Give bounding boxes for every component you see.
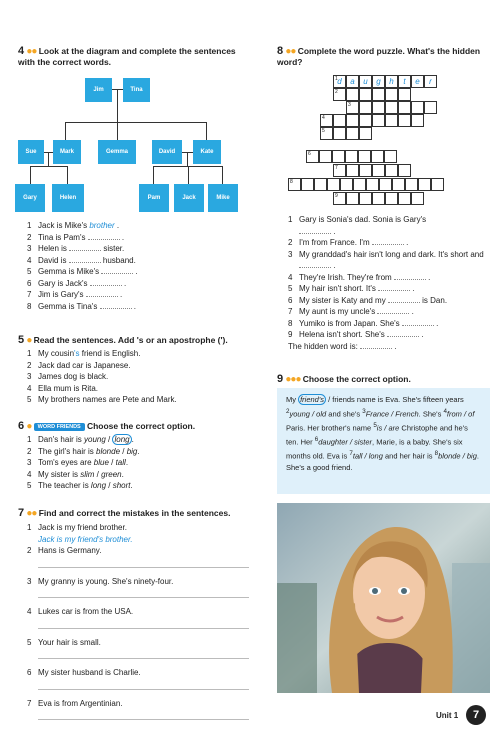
- puzzle-cell[interactable]: [301, 178, 314, 191]
- puzzle-cell[interactable]: [398, 101, 411, 114]
- answer-blank[interactable]: [299, 227, 331, 234]
- puzzle-cell[interactable]: [359, 114, 372, 127]
- list-item: 3 James dog is black.: [27, 372, 109, 381]
- reading-text-panel: My friend's / friends name is Eva. She's fifteen years $^2$young / old and she's $^3$France / French. She's $^4$from / of Paris. Her brother's name $^5$is / are Christophe and he's ten. Her $^6$daughter / sister, Marie, is a baby. She's six months old. Eva is $^7$tall / long and her hair is $^8$blonde / big. She's a good friend.: [277, 388, 490, 494]
- puzzle-cell[interactable]: [358, 150, 371, 163]
- difficulty-dots: ●: [26, 421, 32, 432]
- list-item: 4 Lukes car is from the USA.: [27, 607, 134, 616]
- puzzle-cell[interactable]: [359, 101, 372, 114]
- option-pair[interactable]: from / of: [446, 409, 475, 418]
- puzzle-cell[interactable]: 6: [306, 150, 319, 163]
- option[interactable]: slim: [80, 469, 95, 479]
- list-item: 1 Gary is Sonia's dad. Sonia is Gary's: [288, 215, 427, 224]
- exercise-number: 9: [277, 373, 284, 385]
- puzzle-cell[interactable]: [385, 114, 398, 127]
- list-item: 5 My hair isn't short. It's .: [288, 284, 415, 293]
- girl-photo-illustration: [277, 503, 490, 693]
- answer-blank[interactable]: [90, 279, 122, 286]
- word-friends-badge: WORD FRIENDS: [34, 423, 85, 431]
- exercise-number: 5: [18, 334, 25, 346]
- answer-blank[interactable]: [69, 244, 101, 251]
- puzzle-cell[interactable]: [332, 150, 345, 163]
- list-item: 3 My granddad's hair isn't long and dark. It's short and .: [288, 249, 484, 270]
- puzzle-cell[interactable]: [431, 178, 444, 191]
- list-item: 6 Gary is Jack's .: [27, 278, 127, 288]
- answer-blank[interactable]: [372, 238, 404, 245]
- answer-line[interactable]: [38, 689, 249, 690]
- puzzle-cell[interactable]: [340, 178, 353, 191]
- puzzle-cell[interactable]: h: [385, 75, 398, 88]
- tree-box-jim: Jim: [85, 78, 112, 102]
- tree-box-helen: Helen: [52, 184, 84, 212]
- option-pair[interactable]: blonde / big: [438, 451, 477, 460]
- puzzle-cell[interactable]: [385, 88, 398, 101]
- answer-example: Jack is my friend's brother.: [38, 534, 133, 544]
- option[interactable]: blue: [93, 458, 109, 467]
- list-item: 2 Hans is Germany.: [27, 546, 102, 555]
- answer-blank[interactable]: [86, 290, 118, 297]
- exercise-number: 8: [277, 45, 284, 57]
- answer-blank[interactable]: [394, 273, 426, 280]
- puzzle-cell[interactable]: [346, 127, 359, 140]
- hidden-word-line: The hidden word is: .: [288, 341, 397, 351]
- list-item: 2 Tina is Pam's .: [27, 232, 125, 242]
- exercise-title: Find and correct the mistakes in the sentences.: [38, 508, 231, 518]
- tree-box-mike: Mike: [208, 184, 238, 212]
- tree-box-sue: Sue: [18, 140, 44, 164]
- answer-blank[interactable]: [101, 267, 133, 274]
- girl-photo: [277, 503, 490, 693]
- answer-example: brother: [89, 221, 115, 230]
- option[interactable]: green: [101, 469, 122, 479]
- puzzle-cell[interactable]: 3: [346, 101, 359, 114]
- puzzle-cell[interactable]: [333, 127, 346, 140]
- puzzle-cell[interactable]: a: [346, 75, 359, 88]
- puzzle-cell[interactable]: [333, 114, 346, 127]
- exercise-number: 7: [18, 507, 25, 519]
- list-item: 3 Helen is sister.: [27, 244, 125, 253]
- puzzle-cell[interactable]: [418, 178, 431, 191]
- puzzle-cell[interactable]: 1 d: [333, 75, 346, 88]
- answer-blank[interactable]: [388, 296, 420, 303]
- tree-box-gary: Gary: [15, 184, 45, 212]
- exercise-title: Complete the word puzzle. What's the hidden word?: [277, 46, 481, 67]
- answer-line[interactable]: [38, 628, 249, 629]
- option[interactable]: young: [84, 435, 106, 444]
- list-item: 5 The teacher is long / short.: [27, 481, 133, 490]
- tree-box-david: David: [152, 140, 182, 164]
- puzzle-cell[interactable]: [314, 178, 327, 191]
- puzzle-cell[interactable]: [353, 178, 366, 191]
- list-item: 1 Jack is my friend brother.: [27, 523, 127, 532]
- puzzle-cell[interactable]: 5: [320, 127, 333, 140]
- exercise-9-header: [277, 373, 411, 385]
- option[interactable]: tall: [115, 458, 126, 467]
- answer-blank[interactable]: [88, 233, 120, 240]
- list-item: 5 Your hair is small.: [27, 637, 101, 647]
- list-item: 1 My cousin's friend is English.: [27, 349, 141, 358]
- exercise-8-items: [288, 214, 488, 352]
- exercise-title: Read the sentences. Add 's or an apostrophe (').: [33, 335, 228, 345]
- exercise-number: 6: [18, 420, 25, 432]
- list-item: 8 Yumiko is from Japan. She's .: [288, 318, 439, 328]
- word-puzzle-grid: [0, 0, 500, 210]
- answer-blank[interactable]: [69, 256, 101, 263]
- puzzle-cell[interactable]: [346, 192, 359, 205]
- option-pair[interactable]: tall / long: [352, 451, 383, 460]
- tree-box-pam: Pam: [139, 184, 169, 212]
- puzzle-cell[interactable]: 8: [288, 178, 301, 191]
- option-pair[interactable]: young / old: [289, 409, 327, 418]
- list-item: 2 The girl's hair is blonde / big.: [27, 446, 140, 456]
- option-pair[interactable]: daughter / sister: [318, 437, 373, 446]
- list-item: 7 My aunt is my uncle's .: [288, 307, 414, 316]
- answer-blank[interactable]: [377, 307, 409, 314]
- exercise-4-items: [27, 220, 138, 312]
- puzzle-cell[interactable]: [385, 164, 398, 177]
- puzzle-cell[interactable]: [398, 192, 411, 205]
- option[interactable]: big: [126, 446, 138, 456]
- option-pair[interactable]: is / are: [376, 423, 400, 432]
- puzzle-cell[interactable]: 9: [333, 192, 346, 205]
- puzzle-cell[interactable]: [405, 178, 418, 191]
- puzzle-cell[interactable]: [359, 164, 372, 177]
- answer-line[interactable]: [38, 719, 249, 720]
- puzzle-cell[interactable]: [372, 101, 385, 114]
- puzzle-cell[interactable]: [411, 192, 424, 205]
- list-item: 1 Dan's hair is young / long .: [27, 435, 134, 444]
- list-item: 1 Jack is Mike's brother .: [27, 221, 120, 230]
- list-item: 4 They're Irish. They're from .: [288, 272, 431, 282]
- answer-blank[interactable]: [378, 284, 410, 291]
- list-item: 5 Gemma is Mike's .: [27, 267, 138, 276]
- tree-box-gemma: Gemma: [98, 140, 136, 164]
- puzzle-cell[interactable]: [398, 88, 411, 101]
- puzzle-cell[interactable]: [398, 164, 411, 177]
- puzzle-cell[interactable]: [372, 114, 385, 127]
- list-item: 5 My brothers names are Pete and Mark.: [27, 395, 177, 404]
- list-item: 3 My granny is young. She's ninety-four.: [27, 576, 174, 586]
- puzzle-cell[interactable]: [372, 192, 385, 205]
- puzzle-cell[interactable]: [398, 114, 411, 127]
- puzzle-cell[interactable]: [319, 150, 332, 163]
- list-item: 9 Helena isn't short. She's .: [288, 330, 424, 339]
- puzzle-cell[interactable]: [385, 192, 398, 205]
- list-item: 4 David is husband.: [27, 255, 136, 265]
- puzzle-cell[interactable]: [345, 150, 358, 163]
- puzzle-cell[interactable]: [346, 164, 359, 177]
- puzzle-cell[interactable]: g: [372, 75, 385, 88]
- exercise-5-items: [27, 348, 177, 406]
- list-item: 2 Jack dad car is Japanese.: [27, 360, 131, 370]
- puzzle-cell[interactable]: [379, 178, 392, 191]
- tree-box-mark: Mark: [53, 140, 81, 164]
- exercise-6-items: [27, 434, 140, 492]
- exercise-7-items: [27, 522, 249, 720]
- answer-line[interactable]: [38, 658, 249, 659]
- puzzle-cell[interactable]: [392, 178, 405, 191]
- list-item: 7 Jim is Gary's .: [27, 290, 123, 299]
- list-item: 7 Eva is from Argentinian.: [27, 698, 123, 708]
- answer-line[interactable]: [38, 567, 249, 568]
- answer-blank[interactable]: [299, 261, 331, 268]
- puzzle-cell[interactable]: 7: [333, 164, 346, 177]
- puzzle-cell[interactable]: e: [411, 75, 424, 88]
- puzzle-cell[interactable]: [372, 164, 385, 177]
- option-circled[interactable]: friend's: [300, 395, 325, 404]
- list-item: 4 My sister is slim / green.: [27, 469, 124, 479]
- list-item: 2 I'm from France. I'm .: [288, 238, 409, 247]
- puzzle-cell[interactable]: [411, 114, 424, 127]
- puzzle-cell[interactable]: [359, 88, 372, 101]
- puzzle-cell[interactable]: 4: [320, 114, 333, 127]
- puzzle-cell[interactable]: t: [398, 75, 411, 88]
- exercise-title: Look at the diagram and complete the sentences with the correct words.: [18, 46, 236, 67]
- puzzle-cell[interactable]: [372, 88, 385, 101]
- puzzle-cell[interactable]: [371, 150, 384, 163]
- puzzle-cell[interactable]: r: [424, 75, 437, 88]
- puzzle-cell[interactable]: [384, 150, 397, 163]
- list-item: 6 My sister husband is Charlie.: [27, 668, 141, 677]
- puzzle-cell[interactable]: [424, 101, 437, 114]
- list-item: 3 Tom's eyes are blue / tall.: [27, 458, 129, 467]
- difficulty-dots: ●●●: [285, 374, 301, 385]
- answer-blank[interactable]: [402, 319, 434, 326]
- exercise-7-header: [18, 507, 230, 519]
- puzzle-cell[interactable]: 2: [333, 88, 346, 101]
- puzzle-cell[interactable]: [385, 101, 398, 114]
- puzzle-cell[interactable]: [346, 88, 359, 101]
- puzzle-cell[interactable]: [411, 101, 424, 114]
- puzzle-cell[interactable]: u: [359, 75, 372, 88]
- puzzle-cell[interactable]: [359, 127, 372, 140]
- exercise-6-header: [18, 420, 195, 432]
- difficulty-dots: ●: [26, 335, 32, 346]
- answer-line[interactable]: [38, 597, 249, 598]
- difficulty-dots: ●●: [26, 46, 37, 57]
- exercise-number: 4: [18, 45, 25, 57]
- list-item: 4 Ella mum is Rita.: [27, 383, 99, 393]
- exercise-title: Choose the correct option.: [302, 374, 411, 384]
- answer-blank[interactable]: [100, 302, 132, 309]
- option[interactable]: short: [112, 481, 131, 490]
- list-item: 8 Gemma is Tina's .: [27, 301, 137, 311]
- puzzle-cell[interactable]: [366, 178, 379, 191]
- answer-example: 's: [74, 349, 80, 358]
- exercise-title: Choose the correct option.: [86, 421, 196, 431]
- puzzle-cell[interactable]: [346, 114, 359, 127]
- puzzle-cell[interactable]: [327, 178, 340, 191]
- list-item: 6 My sister is Katy and my is Dan.: [288, 295, 448, 305]
- tree-box-kate: Kate: [193, 140, 221, 164]
- difficulty-dots: ●●: [285, 46, 296, 57]
- unit-label: Unit 1: [436, 711, 459, 720]
- option[interactable]: blonde: [96, 446, 121, 456]
- tree-box-tina: Tina: [123, 78, 150, 102]
- answer-blank[interactable]: [387, 330, 419, 337]
- puzzle-cell[interactable]: [359, 192, 372, 205]
- tree-box-jack: Jack: [174, 184, 204, 212]
- answer-blank-row: .: [288, 226, 488, 238]
- answer-blank[interactable]: [360, 342, 392, 349]
- exercise-5-header: [18, 334, 228, 346]
- difficulty-dots: ●●: [26, 508, 37, 519]
- page-number: 7: [466, 705, 486, 725]
- option-circled[interactable]: long: [114, 435, 130, 444]
- option-pair[interactable]: France / French: [365, 409, 419, 418]
- option[interactable]: long: [90, 481, 107, 490]
